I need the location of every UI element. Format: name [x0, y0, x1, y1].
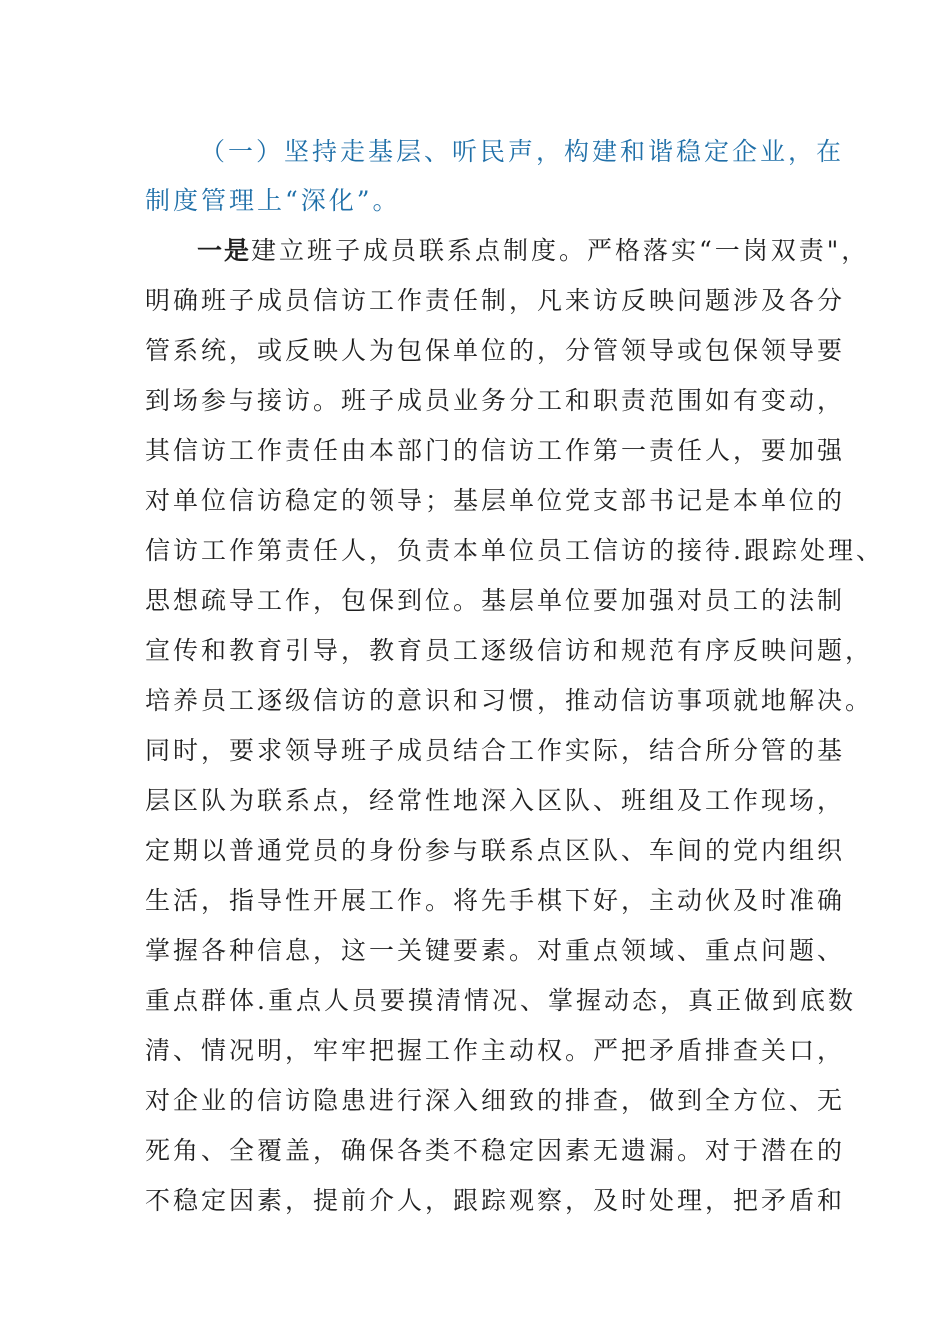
paragraph-line: 定期以普通党员的身份参与联系点区队、车间的党内组织	[145, 836, 846, 865]
section-heading-line-2: 制度管理上“深化”。	[145, 186, 401, 215]
paragraph-line: 重点群体.重点人员要摸清情况、掌握动态，真正做到底数	[145, 986, 856, 1015]
paragraph-line: 掌握各种信息，这一关键要素。对重点领域、重点问题、	[145, 936, 846, 965]
paragraph-line: 对企业的信访隐患进行深入细致的排查，做到全方位、无	[145, 1086, 846, 1115]
paragraph-line: 层区队为联系点，经常性地深入区队、班组及工作现场，	[145, 786, 846, 815]
paragraph-line: 对单位信访稳定的领导；基层单位党支部书记是本单位的	[145, 486, 846, 515]
paragraph-first-line-text: 建立班子成员联系点制度。严格落实“一岗双责"，	[251, 236, 870, 265]
paragraph-line: 清、情况明，牢牢把握工作主动权。严把矛盾排查关口，	[145, 1036, 846, 1065]
paragraph-line: 其信访工作责任由本部门的信访工作第一责任人，要加强	[145, 436, 846, 465]
section-heading-line-1: （一）坚持走基层、听民声，构建和谐稳定企业，在	[200, 137, 845, 166]
paragraph-line: 死角、全覆盖，确保各类不稳定因素无遗漏。对于潜在的	[145, 1136, 846, 1165]
paragraph-line: 宣传和教育引导，教育员工逐级信访和规范有序反映问题，	[145, 636, 874, 665]
paragraph-lead-term: 一是	[197, 236, 252, 265]
paragraph-line: 到场参与接访。班子成员业务分工和职责范围如有变动，	[145, 386, 846, 415]
paragraph-line: 明确班子成员信访工作责任制，凡来访反映问题涉及各分	[145, 286, 846, 315]
paragraph-line: 信访工作第责任人，负责本单位员工信访的接待.跟踪处理、	[145, 536, 884, 565]
paragraph-line: 培养员工逐级信访的意识和习惯，推动信访事项就地解决。	[145, 686, 874, 715]
paragraph-line: 管系统，或反映人为包保单位的，分管领导或包保领导要	[145, 336, 846, 365]
paragraph-line: 思想疏导工作，包保到位。基层单位要加强对员工的法制	[145, 586, 846, 615]
paragraph-line: 不稳定因素，提前介人，跟踪观察，及时处理，把矛盾和	[145, 1186, 846, 1215]
paragraph-first-line	[197, 236, 869, 266]
paragraph-line: 生活，指导性开展工作。将先手棋下好，主动伙及时准确	[145, 886, 846, 915]
paragraph-line: 同时，要求领导班子成员结合工作实际，结合所分管的基	[145, 736, 846, 765]
